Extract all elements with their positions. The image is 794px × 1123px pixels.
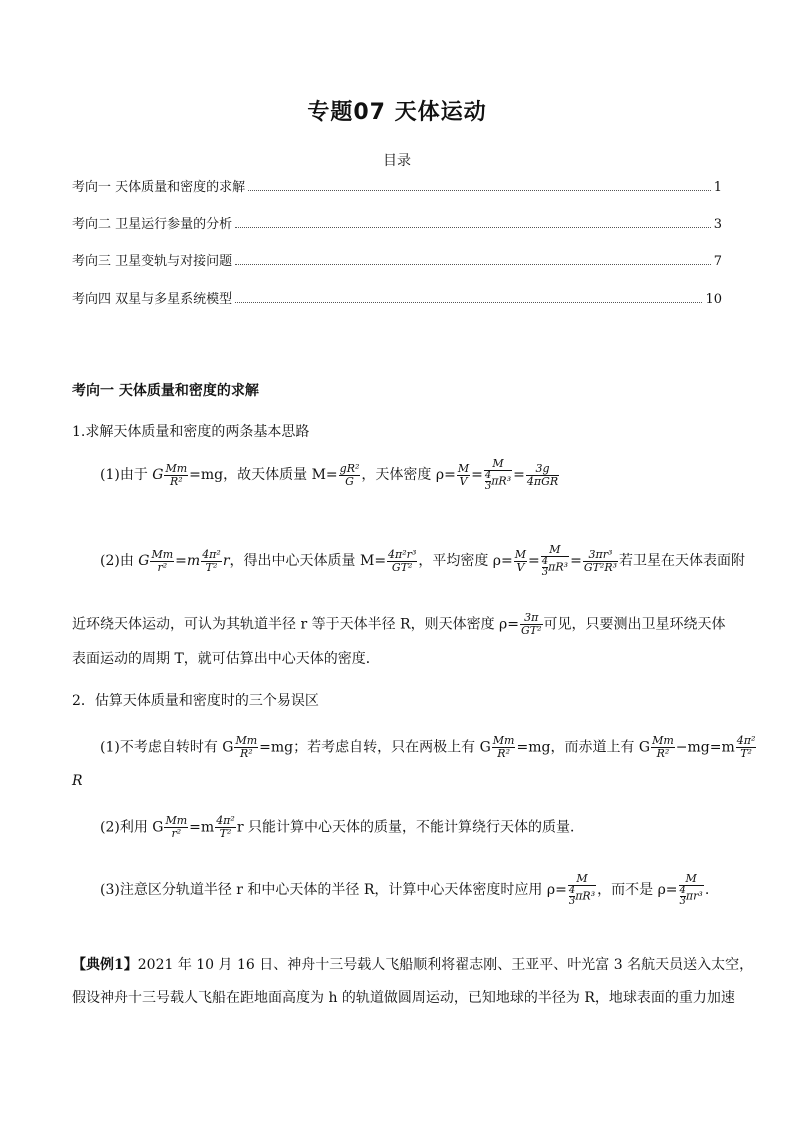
fraction: $\frac{Mm}{\text{R²}}$ xyxy=(492,734,515,760)
text: ，而不是 ρ= xyxy=(597,882,678,898)
text: 2021 年 10 月 16 日、神舟十三号载人飞船顺利将翟志刚、王亚平、叶光富 3 名航天员送入太空， xyxy=(137,957,754,973)
toc-item-page: 1 xyxy=(713,180,722,195)
paragraph-line: 表面运动的周期 T，就可估算出中心天体的密度． xyxy=(72,651,380,667)
fraction: M $\frac{4}{3}$ πR³ xyxy=(484,457,512,492)
toc-item[interactable] xyxy=(72,250,722,269)
toc-heading: 目录 xyxy=(383,153,411,169)
text: (2)由 xyxy=(100,553,139,569)
fraction: $\frac{\text{4π²}}{\text{T²}}$ xyxy=(202,547,221,574)
misconception-1 xyxy=(100,735,757,760)
text: = xyxy=(471,467,483,483)
text: = xyxy=(513,467,525,483)
fraction: M $\frac{4}{3}$ πR³ xyxy=(541,543,569,578)
example-line-2: 假设神舟十三号载人飞船在距地面高度为 h 的轨道做圆周运动，已知地球的半径为 R，地球表面的重力加速 xyxy=(72,990,735,1006)
section-heading: 考向一 天体质量和密度的求解 xyxy=(72,383,259,399)
text: 若卫星在天体表面附 xyxy=(619,553,746,569)
toc-item[interactable] xyxy=(72,288,722,307)
fraction: $\frac{Mm}{\text{R²}}$ xyxy=(165,461,188,488)
text: r 只能计算中心天体的质量，不能计算绕行天体的质量． xyxy=(236,819,584,836)
fraction: $\frac{M}{V}$ xyxy=(457,461,470,488)
text: (2)利用 G xyxy=(100,819,164,836)
fraction: M $\frac{4}{3}$ πR³ xyxy=(568,872,596,907)
toc-leader xyxy=(235,226,711,228)
fraction: $\frac{Mm}{\text{r²}}$ xyxy=(165,814,188,840)
toc-leader xyxy=(235,301,702,303)
toc-leader xyxy=(248,189,711,191)
toc-item-page: 7 xyxy=(713,254,722,269)
text: −mg=m xyxy=(675,739,735,756)
example-line-1 xyxy=(72,954,753,974)
formula-line-2: (2)由 G $\frac{Mm}{\text{r²}}$ =m $\frac{\text{4π²}}{\text{T²}}$ r，得出中心天体质量 M= $\frac{\text{4π²r³}}{\text{GT²}}$ ，平均密度 ρ= $\frac{M}{V}$ = M $\frac{4}{3}$ πR³ = $\frac{\text{3πr³}}{\text{GT²R³}}$ 若卫星在天体表面附 xyxy=(100,543,746,578)
page-title: 专题07 天体运动 xyxy=(307,100,487,125)
fraction: $\frac{3g}{\text{4πGR}}$ xyxy=(526,461,559,488)
example-tag: 【典例1】 xyxy=(72,957,138,973)
toc-item-page: 10 xyxy=(705,292,722,307)
text: =mg；若考虑自转，只在两极上有 G xyxy=(259,739,491,756)
fraction: $\frac{\text{4π²r³}}{\text{GT²}}$ xyxy=(388,547,417,574)
fraction: $\frac{\text{4π²}}{\text{T²}}$ xyxy=(216,814,235,840)
fraction: $\frac{M}{V}$ xyxy=(514,547,527,574)
fraction: $\frac{Mm}{\text{R²}}$ xyxy=(652,734,674,760)
text: (1)由于 xyxy=(100,467,153,483)
toc-item-label: 考向二 卫星运行参量的分析 xyxy=(72,217,233,232)
text: 可见，只要测出卫星环绕天体 xyxy=(543,616,726,633)
fraction: $\frac{\text{gR²}}{G}$ xyxy=(339,461,360,488)
text: ，得出中心天体质量 M= xyxy=(229,553,387,569)
text: =mg，而赤道上有 G xyxy=(516,739,651,756)
text: 近环绕天体运动，可认为其轨道半径 r 等于天体半径 R，则天体密度 ρ= xyxy=(72,616,519,633)
point-1-heading: 1.求解天体质量和密度的两条基本思路 xyxy=(72,424,310,440)
toc-item-label: 考向三 卫星变轨与对接问题 xyxy=(72,254,233,269)
fraction: M $\frac{4}{3}$ πr³ xyxy=(679,872,703,907)
text: . xyxy=(704,882,710,898)
text: =m xyxy=(189,819,215,836)
paragraph-line xyxy=(72,612,726,637)
fraction: $\frac{Mm}{\text{R²}}$ xyxy=(235,734,258,760)
text: (3)注意区分轨道半径 r 和中心天体的半径 R，计算中心天体密度时应用 ρ= xyxy=(100,882,567,898)
fraction: $\frac{\text{4π²}}{\text{T²}}$ xyxy=(736,734,756,760)
formula-line-1: (1)由于 G $\frac{Mm}{\text{R²}}$ =mg，故天体质量 M= $\frac{\text{gR²}}{G}$ ，天体密度 ρ= $\frac{M}{V}$ = M $\frac{4}{3}$ πR³ = $\frac{3g}{\text{4πGR}}$ xyxy=(100,457,559,492)
misconception-2 xyxy=(100,815,584,840)
misconception-3 xyxy=(100,873,709,907)
toc-item-page: 3 xyxy=(713,217,722,232)
text: ，平均密度 ρ= xyxy=(418,553,513,569)
point-2-heading: 2．估算天体质量和密度时的三个易误区 xyxy=(72,693,319,709)
toc-item[interactable] xyxy=(72,213,722,232)
toc-item[interactable] xyxy=(72,176,722,195)
text: (1)不考虑自转时有 G xyxy=(100,739,234,756)
toc-item-label: 考向一 天体质量和密度的求解 xyxy=(72,180,246,195)
text: =mg，故天体质量 M= xyxy=(189,467,338,483)
toc-leader xyxy=(235,263,711,265)
text: ，天体密度 ρ= xyxy=(361,467,456,483)
misconception-1-tail: R xyxy=(72,773,83,789)
fraction: $\frac{3\pi}{\text{GT²}}$ xyxy=(521,611,542,637)
toc-item-label: 考向四 双星与多星系统模型 xyxy=(72,292,233,307)
fraction: $\frac{Mm}{\text{r²}}$ xyxy=(151,547,174,574)
fraction: $\frac{\text{3πr³}}{\text{GT²R³}}$ xyxy=(583,547,618,574)
